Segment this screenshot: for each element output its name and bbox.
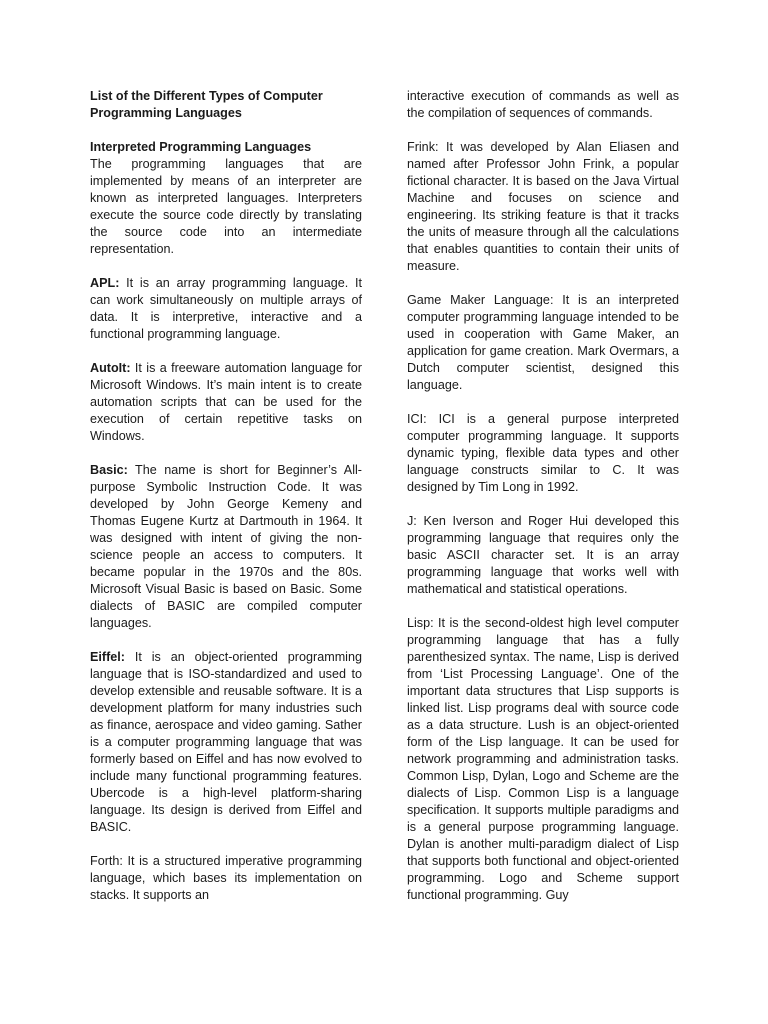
document-title: List of the Different Types of Computer Programming Languages xyxy=(90,89,323,120)
entry-term-basic: Basic: xyxy=(90,463,128,477)
entry-term-apl: APL: xyxy=(90,276,120,290)
entry-term-eiffel: Eiffel: xyxy=(90,650,125,664)
entry-game-maker-language: Game Maker Language: It is an interpreted computer programming language intended to be used in cooperation with Game Maker, an application for game creation. Mark Overmars, a Dutch computer scientist, designed this language. xyxy=(407,293,679,392)
entry-text-apl: It is an array programming language. It can work simultaneously on multiple arrays of data. It is interpretive, interactive and a functional programming language. xyxy=(90,276,362,341)
entry-ici: ICI: ICI is a general purpose interpreted computer programming language. It supports dynamic typing, flexible data types and other language constructs similar to C. It was designed by Tim Long in 1992. xyxy=(407,412,679,494)
entry-forth: Forth: It is a structured imperative programming language, which bases its implementation on stacks. It supports an xyxy=(90,854,362,902)
interpreted-section xyxy=(90,139,362,258)
entry-text-eiffel: It is an object-oriented programming language that is ISO-standardized and used to develop extensible and reusable software. It is a development platform for many industries such as finance, aerospace and video gaming. Sather is a computer programming language that was formerly based on Eiffel and has now evolved to include many functional programming features. Ubercode is a high-level platform-sharing language. Its design is derived from Eiffel and BASIC. xyxy=(90,650,362,834)
right-column xyxy=(407,88,679,921)
entry-basic xyxy=(90,462,362,632)
entry-autoit xyxy=(90,360,362,445)
section-heading-interpreted: Interpreted Programming Languages xyxy=(90,140,312,154)
entry-lisp: Lisp: It is the second-oldest high level computer programming language that has a fully parenthesized syntax. The name, Lisp is derived from ‘List Processing Language’. One of the important data structures that Lisp supports is linked list. Lisp programs deal with source code as a data structure. Lush is an object-oriented form of the Lisp language. It can be used for network programming and administration tasks. Common Lisp, Dylan, Logo and Scheme are the dialects of Lisp. Common Lisp is a language specification. It supports multiple paradigms and is a general purpose programming language. Dylan is another multi-paradigm dialect of Lisp that supports both functional and object-oriented programming. Logo and Scheme support functional programming. Guy xyxy=(407,616,679,902)
entry-forth-continued: interactive execution of commands as well as the compilation of sequences of commands. xyxy=(407,89,679,120)
entry-term-autoit: AutoIt: xyxy=(90,361,131,375)
entry-apl xyxy=(90,275,362,343)
entry-frink: Frink: It was developed by Alan Eliasen and named after Professor John Frink, a popular fictional character. It is based on the Java Virtual Machine and focuses on science and engineering. Its striking feature is that it tracks the units of measure through all the calculations that enables quantities to contain their units of measure. xyxy=(407,140,679,273)
entry-j: J: Ken Iverson and Roger Hui developed this programming language that requires only the basic ASCII character set. It is an array programming language that works well with mathematical and statistical operations. xyxy=(407,514,679,596)
left-column xyxy=(90,88,362,921)
entry-eiffel xyxy=(90,649,362,836)
entry-text-autoit: It is a freeware automation language for Microsoft Windows. It’s main intent is to create automation scripts that can be used for the execution of certain repetitive tasks on Windows. xyxy=(90,361,362,443)
entry-text-basic: The name is short for Beginner’s All-purpose Symbolic Instruction Code. It was developed by John George Kemeny and Thomas Eugene Kurtz at Dartmouth in 1964. It was designed with intent of giving the non-science people an access to computers. It became popular in the 1970s and the 80s. Microsoft Visual Basic is based on Basic. Some dialects of BASIC are compiled computer languages. xyxy=(90,463,362,630)
interpreted-description: The programming languages that are implemented by means of an interpreter are known as interpreted languages. Interpreters execute the source code directly by translating the source code into an intermediate representation. xyxy=(90,157,362,256)
